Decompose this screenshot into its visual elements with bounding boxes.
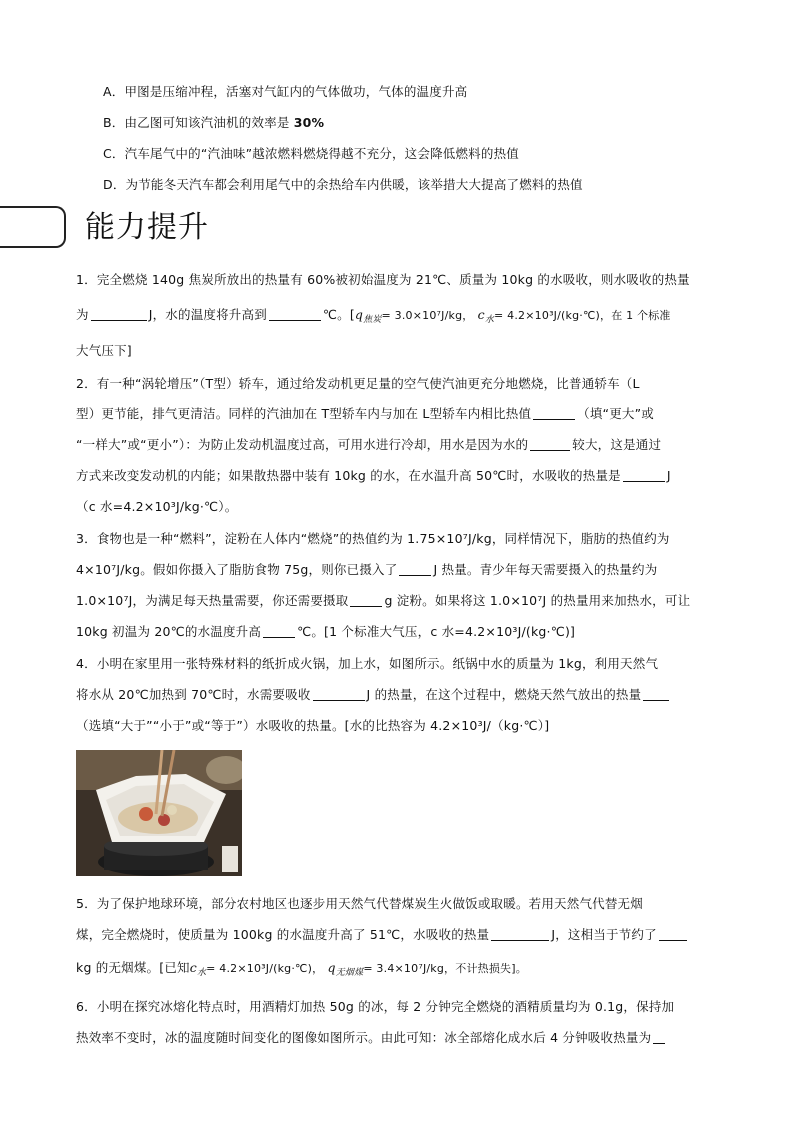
q3-blank-energy[interactable] [399, 563, 431, 576]
q2-text-f: J [666, 468, 671, 483]
q1-blank-heat[interactable] [91, 308, 147, 321]
option-a: A．甲图是压缩冲程，活塞对气缸内的气体做功，气体的温度升高 [103, 84, 468, 99]
q1-text-b: J，水的温度将升高到 [148, 307, 267, 322]
q1-line-3: 大气压下] [76, 343, 132, 358]
q1-c-value: = 4.2×10³J/(kg·℃)，在 1 个标准 [494, 309, 671, 322]
section-title: 能力提升 [85, 210, 209, 245]
q5-c-subscript: 水 [196, 968, 207, 978]
q5-blank-heat[interactable] [491, 928, 549, 941]
q2-line-1: 2．有一种“涡轮增压”（T型）轿车，通过给发动机更足量的空气使汽油更充分地燃烧，比普通轿车（L [76, 376, 640, 391]
q6-blank-heat[interactable] [653, 1031, 665, 1044]
q1-c-subscript: 水 [484, 315, 495, 325]
q4-line-2 [76, 687, 736, 703]
q3-line-2 [76, 562, 736, 578]
q3-text-b: J 热量。青少年每天需要摄入的热量约为 [433, 562, 658, 577]
q5-q-value: = 3.4×10⁷J/kg，不计热损失]。 [363, 962, 527, 975]
q4-line-3: （选填“大于”“小于”或“等于”）水吸收的热量。[水的比热容为 4.2×10³J/（kg·℃）] [76, 718, 550, 733]
q3-blank-temp[interactable] [263, 625, 295, 638]
q5-text-a: 煤，完全燃烧时，使质量为 100kg 的水温度升高了 51℃，水吸收的热量 [76, 927, 490, 942]
q3-text-f: ℃。[1 个标准大气压，c 水=4.2×10³J/(kg·℃)] [297, 624, 576, 639]
q6-text-a: 热效率不变时，冰的温度随时间变化的图像如图所示。由此可知：冰全部熔化成水后 4 分钟吸收热量为 [76, 1030, 652, 1045]
q4-line-1: 4．小明在家里用一张特殊材料的纸折成火锅，加上水，如图所示。纸锅中水的质量为 1kg，利用天然气 [76, 656, 659, 671]
q2-blank-property[interactable] [530, 438, 570, 451]
q1-line-1: 1．完全燃烧 140g 焦炭所放出的热量有 60%被初始温度为 21℃、质量为 10kg 的水吸收，则水吸收的热量 [76, 272, 690, 287]
q3-line-3 [76, 593, 736, 609]
q3-text-d: g 淀粉。如果将这 1.0×10⁷J 的热量用来加热水，可让 [384, 593, 691, 608]
q4-text-a: 将水从 20℃加热到 70℃时，水需要吸收 [76, 687, 311, 702]
option-b-value: 30% [293, 115, 325, 130]
option-b-text: B．由乙图可知该汽油机的效率是 [103, 115, 290, 130]
q1-q-symbol: q [354, 307, 364, 322]
q5-c-symbol: c [189, 960, 197, 975]
paper-hotpot-photo [76, 750, 242, 876]
q5-c-value: = 4.2×10³J/(kg·℃)， [206, 962, 324, 975]
q5-line-3 [76, 960, 736, 981]
q5-line-2 [76, 927, 736, 943]
q2-text-d: 较大，这是通过 [572, 437, 662, 452]
q3-blank-starch[interactable] [350, 594, 382, 607]
q1-text-c: ℃。[ [322, 307, 355, 322]
q2-blank-heat[interactable] [623, 469, 665, 482]
q2-text-c: “一样大”或“更小”）：为防止发动机温度过高，可用水进行冷却，用水是因为水的 [76, 437, 529, 452]
option-d: D．为节能冬天汽车都会利用尾气中的余热给车内供暖，该举措大大提高了燃料的热值 [103, 177, 583, 192]
q5-blank-coal-mass[interactable] [659, 928, 687, 941]
q4-blank-heat[interactable] [313, 688, 365, 701]
q1-c-symbol: c [477, 307, 485, 322]
q1-q-subscript: 焦炭 [363, 315, 382, 325]
q3-line-4 [76, 624, 736, 640]
q2-text-e: 方式来改变发动机的内能；如果散热器中装有 10kg 的水，在水温升高 50℃时，水吸收的热量是 [76, 468, 621, 483]
q2-blank-heat-value[interactable] [533, 407, 575, 420]
q2-line-3 [76, 437, 736, 453]
paper-hotpot-illustration [76, 750, 242, 876]
section-header-frame [0, 206, 66, 248]
q1-q-value: = 3.0×10⁷J/kg， [381, 309, 474, 322]
q2-text-a: 型）更节能，排气更清洁。同样的汽油加在 T型轿车内与加在 L型轿车内相比热值 [76, 406, 532, 421]
q3-text-e: 10kg 初温为 20℃的水温度升高 [76, 624, 262, 639]
q6-line-2 [76, 1030, 736, 1046]
option-c: C．汽车尾气中的“汽油味”越浓燃料燃烧得越不充分，这会降低燃料的热值 [103, 146, 519, 161]
q6-line-1: 6．小明在探究冰熔化特点时，用酒精灯加热 50g 的冰，每 2 分钟完全燃烧的酒精质量均为 0.1g，保持加 [76, 999, 675, 1014]
q5-q-subscript: 无烟煤 [335, 968, 364, 978]
q4-text-b: J 的热量，在这个过程中，燃烧天然气放出的热量 [366, 687, 642, 702]
q1-blank-temp[interactable] [269, 308, 321, 321]
q3-text-c: 1.0×10⁷J，为满足每天热量需要，你还需要摄取 [76, 593, 349, 608]
q4-blank-compare[interactable] [643, 688, 669, 701]
q5-line-1: 5．为了保护地球环境，部分农村地区也逐步用天然气代替煤炭生火做饭或取暖。若用天然气代替无烟 [76, 896, 643, 911]
q1-line-2 [76, 307, 736, 328]
q2-line-5: （c 水=4.2×10³J/kg·℃）。 [76, 499, 238, 514]
q2-text-b: （填“更大”或 [577, 406, 655, 421]
q2-line-4 [76, 468, 736, 484]
q5-text-c: kg 的无烟煤。[已知 [76, 960, 190, 975]
q5-q-symbol: q [327, 960, 336, 975]
q1-text-a: 为 [76, 307, 89, 322]
option-b [103, 115, 763, 131]
q3-text-a: 4×10⁷J/kg。假如你摄入了脂肪食物 75g，则你已摄入了 [76, 562, 398, 577]
q5-text-b: J，这相当于节约了 [551, 927, 657, 942]
q2-line-2 [76, 406, 736, 422]
q3-line-1: 3．食物也是一种“燃料”，淀粉在人体内“燃烧”的热值约为 1.75×10⁷J/kg，同样情况下，脂肪的热值约为 [76, 531, 670, 546]
